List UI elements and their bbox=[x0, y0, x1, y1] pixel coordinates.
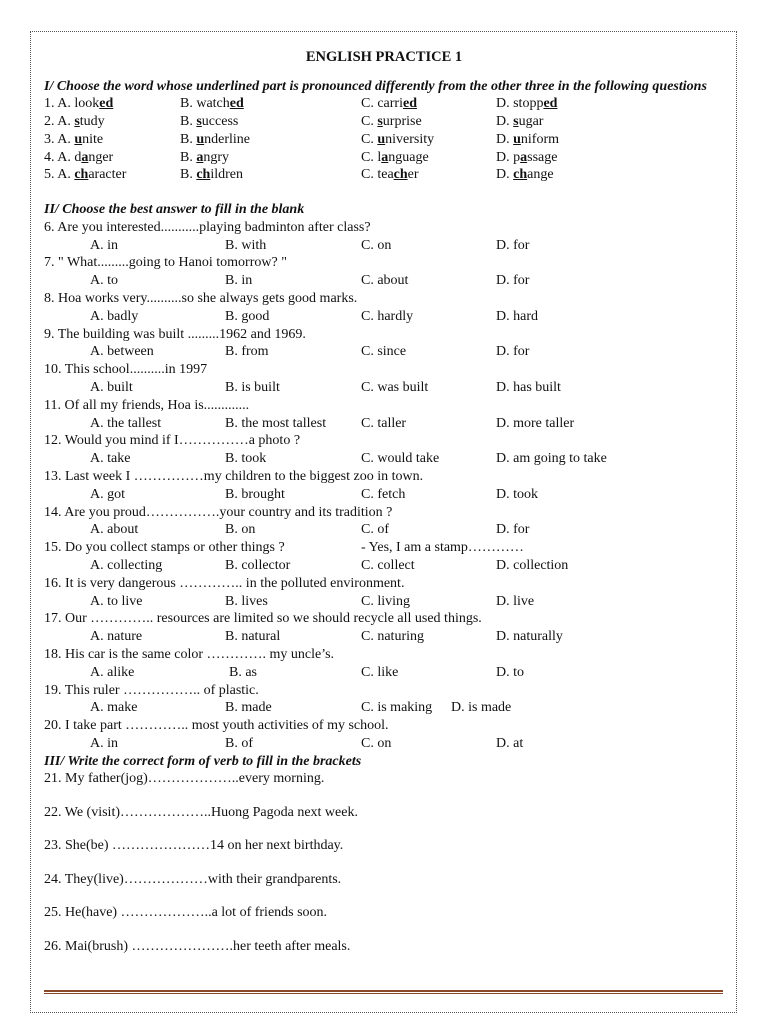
answer-option: B. success bbox=[180, 114, 239, 130]
answer-option: D. collection bbox=[496, 557, 569, 573]
options-row bbox=[44, 308, 724, 326]
answer-option: A. between bbox=[90, 344, 154, 360]
section-2-heading: II/ Choose the best answer to fill in the blank bbox=[44, 202, 305, 218]
fill-in-item: 24. They(live)………………with their grandparents. bbox=[44, 871, 342, 887]
answer-option: C. fetch bbox=[361, 486, 406, 502]
options-row bbox=[44, 486, 724, 504]
section-3-questions bbox=[44, 770, 724, 971]
question-stem: 18. His car is the same color …………. my uncle’s. bbox=[44, 646, 335, 662]
question-stem: 19. This ruler …………….. of plastic. bbox=[44, 682, 259, 698]
options-row bbox=[44, 557, 724, 575]
answer-option: C. naturing bbox=[361, 629, 424, 645]
answer-option: C. carried bbox=[361, 96, 417, 112]
answer-option: D. stopped bbox=[496, 96, 558, 112]
answer-option: B. brought bbox=[225, 486, 285, 502]
answer-option: B. underline bbox=[180, 131, 251, 147]
options-row bbox=[44, 628, 724, 646]
answer-option: C. hardly bbox=[361, 308, 414, 324]
answer-option: C. teacher bbox=[361, 167, 419, 183]
answer-option: A. take bbox=[90, 451, 131, 467]
underlined-part: ch bbox=[74, 167, 89, 183]
answer-option: B. made bbox=[225, 700, 272, 716]
answer-option: C. on bbox=[361, 735, 392, 751]
answer-option: C. about bbox=[361, 273, 409, 289]
section-1-questions bbox=[44, 95, 724, 184]
answer-option: C. would take bbox=[361, 451, 440, 467]
options-row bbox=[44, 664, 724, 682]
answer-option: B. of bbox=[225, 735, 253, 751]
section-1-heading: I/ Choose the word whose underlined part is pronounced differently from the other three in the following questions bbox=[44, 78, 707, 94]
answer-option: B. good bbox=[225, 308, 270, 324]
underlined-part: u bbox=[196, 131, 205, 147]
answer-option: A. got bbox=[90, 486, 125, 502]
answer-option: D. at bbox=[496, 735, 524, 751]
answer-option: B. the most tallest bbox=[225, 415, 327, 431]
answer-option: A. built bbox=[90, 379, 133, 395]
question-stem: 12. Would you mind if I……………a photo ? bbox=[44, 433, 301, 449]
answer-option: C. like bbox=[361, 664, 399, 680]
question-stem: 10. This school..........in 1997 bbox=[44, 362, 208, 378]
question-row bbox=[44, 166, 724, 184]
underlined-part: a bbox=[520, 149, 528, 165]
underlined-part: ed bbox=[402, 96, 417, 112]
answer-option: A. in bbox=[90, 237, 118, 253]
question-text bbox=[44, 219, 724, 237]
question-stem: 7. " What.........going to Hanoi tomorrow? " bbox=[44, 255, 287, 271]
footer-rule bbox=[44, 990, 723, 994]
answer-option: 2. A. study bbox=[44, 114, 105, 130]
answer-option: D. for bbox=[496, 273, 530, 289]
underlined-part: a bbox=[381, 149, 389, 165]
answer-option: D. change bbox=[496, 167, 554, 183]
answer-option: A. alike bbox=[90, 664, 135, 680]
answer-option: A. about bbox=[90, 522, 139, 538]
answer-option: D. sugar bbox=[496, 114, 544, 130]
answer-option: A. to live bbox=[90, 593, 143, 609]
answer-option: B. natural bbox=[225, 629, 281, 645]
answer-option: B. lives bbox=[225, 593, 268, 609]
options-row bbox=[44, 415, 724, 433]
question-row bbox=[44, 131, 724, 149]
section-2 bbox=[44, 201, 724, 752]
underlined-part: u bbox=[74, 131, 83, 147]
fill-in-item: 26. Mai(brush) ………………….her teeth after meals. bbox=[44, 938, 351, 954]
underlined-part: u bbox=[513, 131, 521, 147]
question-text bbox=[44, 468, 724, 486]
options-row bbox=[44, 450, 724, 468]
fill-in-item: 25. He(have) ………………..a lot of friends soon. bbox=[44, 905, 328, 921]
answer-option: 1. A. looked bbox=[44, 96, 114, 112]
answer-option: D. passage bbox=[496, 149, 558, 165]
page-title: ENGLISH PRACTICE 1 bbox=[305, 49, 463, 65]
section-2-questions bbox=[44, 219, 724, 753]
answer-option: C. language bbox=[361, 149, 429, 165]
question-stem: 8. Hoa works very..........so she always gets good marks. bbox=[44, 290, 358, 306]
question-row bbox=[44, 113, 724, 131]
answer-option: A. collecting bbox=[90, 557, 163, 573]
question-text bbox=[44, 326, 724, 344]
question-stem: 20. I take part ………….. most youth activities of my school. bbox=[44, 718, 389, 734]
options-row bbox=[44, 699, 724, 717]
answer-option: B. is built bbox=[225, 379, 280, 395]
answer-option: 3. A. unite bbox=[44, 131, 104, 147]
underlined-part: s bbox=[513, 114, 519, 130]
question-reply: - Yes, I am a stamp………… bbox=[361, 540, 524, 556]
answer-option: D. to bbox=[496, 664, 524, 680]
question-text bbox=[44, 361, 724, 379]
answer-option: C. since bbox=[361, 344, 407, 360]
answer-option: C. living bbox=[361, 593, 411, 609]
underlined-part: s bbox=[74, 114, 80, 130]
fill-in-item: 23. She(be) …………………14 on her next birthday. bbox=[44, 838, 344, 854]
answer-option: A. nature bbox=[90, 629, 143, 645]
worksheet bbox=[44, 49, 724, 971]
answer-option: C. taller bbox=[361, 415, 407, 431]
answer-option: B. as bbox=[229, 664, 257, 680]
question-text bbox=[44, 504, 724, 522]
fill-in-item: 22. We (visit)………………..Huong Pagoda next week. bbox=[44, 804, 358, 820]
answer-option: D. is made bbox=[451, 700, 512, 716]
options-row bbox=[44, 379, 724, 397]
section-3-heading: III/ Write the correct form of verb to fill in the brackets bbox=[44, 753, 362, 769]
question-text bbox=[44, 682, 724, 700]
underlined-part: s bbox=[377, 114, 383, 130]
question-stem: 17. Our ………….. resources are limited so we should recycle all used things. bbox=[44, 611, 482, 627]
options-row bbox=[44, 735, 724, 753]
answer-option: B. took bbox=[225, 451, 267, 467]
question-stem: 13. Last week I ……………my children to the biggest zoo in town. bbox=[44, 468, 424, 484]
answer-option: A. badly bbox=[90, 308, 139, 324]
underlined-part: ch bbox=[196, 167, 211, 183]
question-row bbox=[44, 149, 724, 167]
question-text bbox=[44, 290, 724, 308]
question-text bbox=[44, 254, 724, 272]
underlined-part: u bbox=[377, 131, 386, 147]
section-1 bbox=[44, 78, 724, 184]
question-text bbox=[44, 397, 724, 415]
underlined-part: a bbox=[196, 149, 204, 165]
answer-option: B. from bbox=[225, 344, 269, 360]
answer-option: B. children bbox=[180, 167, 243, 183]
options-row bbox=[44, 343, 724, 361]
answer-option: D. live bbox=[496, 593, 535, 609]
underlined-part: ed bbox=[229, 96, 244, 112]
question-text bbox=[44, 610, 724, 628]
answer-option: C. is making bbox=[361, 700, 433, 716]
question-stem: 9. The building was built .........1962 and 1969. bbox=[44, 326, 306, 342]
question-text bbox=[44, 646, 724, 664]
answer-option: B. angry bbox=[180, 149, 230, 165]
section-3 bbox=[44, 753, 724, 972]
answer-option: D. hard bbox=[496, 308, 538, 324]
options-row bbox=[44, 521, 724, 539]
underlined-part: s bbox=[196, 114, 202, 130]
answer-option: C. was built bbox=[361, 379, 429, 395]
options-row bbox=[44, 237, 724, 255]
answer-option: A. the tallest bbox=[90, 415, 162, 431]
answer-option: D. am going to take bbox=[496, 451, 607, 467]
answer-option: B. on bbox=[225, 522, 256, 538]
question-text bbox=[44, 717, 724, 735]
options-row bbox=[44, 272, 724, 290]
question-stem: 11. Of all my friends, Hoa is............. bbox=[44, 397, 250, 413]
answer-option: D. for bbox=[496, 237, 530, 253]
answer-option: B. with bbox=[225, 237, 267, 253]
answer-option: D. uniform bbox=[496, 131, 560, 147]
underlined-part: a bbox=[81, 149, 89, 165]
answer-option: A. to bbox=[90, 273, 118, 289]
underlined-part: ed bbox=[543, 96, 558, 112]
answer-option: C. surprise bbox=[361, 114, 422, 130]
answer-option: D. took bbox=[496, 486, 538, 502]
answer-option: C. university bbox=[361, 131, 435, 147]
answer-option: D. for bbox=[496, 344, 530, 360]
question-text bbox=[44, 539, 724, 557]
question-stem: 6. Are you interested...........playing badminton after class? bbox=[44, 219, 371, 235]
answer-option: C. on bbox=[361, 237, 392, 253]
answer-option: C. collect bbox=[361, 557, 415, 573]
answer-option: B. watched bbox=[180, 96, 244, 112]
options-row bbox=[44, 593, 724, 611]
question-row bbox=[44, 95, 724, 113]
answer-option: D. more taller bbox=[496, 415, 575, 431]
question-stem: 14. Are you proud…………….your country and its tradition ? bbox=[44, 504, 393, 520]
underlined-part: ch bbox=[513, 167, 528, 183]
answer-option: D. has built bbox=[496, 379, 561, 395]
question-text bbox=[44, 575, 724, 593]
question-text bbox=[44, 432, 724, 450]
answer-option: D. naturally bbox=[496, 629, 563, 645]
answer-option: 4. A. danger bbox=[44, 149, 114, 165]
answer-option: A. in bbox=[90, 735, 118, 751]
answer-option: A. make bbox=[90, 700, 138, 716]
answer-option: C. of bbox=[361, 522, 389, 538]
underlined-part: ch bbox=[393, 167, 408, 183]
answer-option: D. for bbox=[496, 522, 530, 538]
question-stem: 15. Do you collect stamps or other things ? bbox=[44, 540, 285, 556]
fill-in-item: 21. My father(jog)………………..every morning. bbox=[44, 771, 325, 787]
question-stem: 16. It is very dangerous ………….. in the polluted environment. bbox=[44, 575, 405, 591]
answer-option: B. collector bbox=[225, 557, 291, 573]
answer-option: B. in bbox=[225, 273, 253, 289]
underlined-part: ed bbox=[99, 96, 114, 112]
answer-option: 5. A. character bbox=[44, 167, 127, 183]
